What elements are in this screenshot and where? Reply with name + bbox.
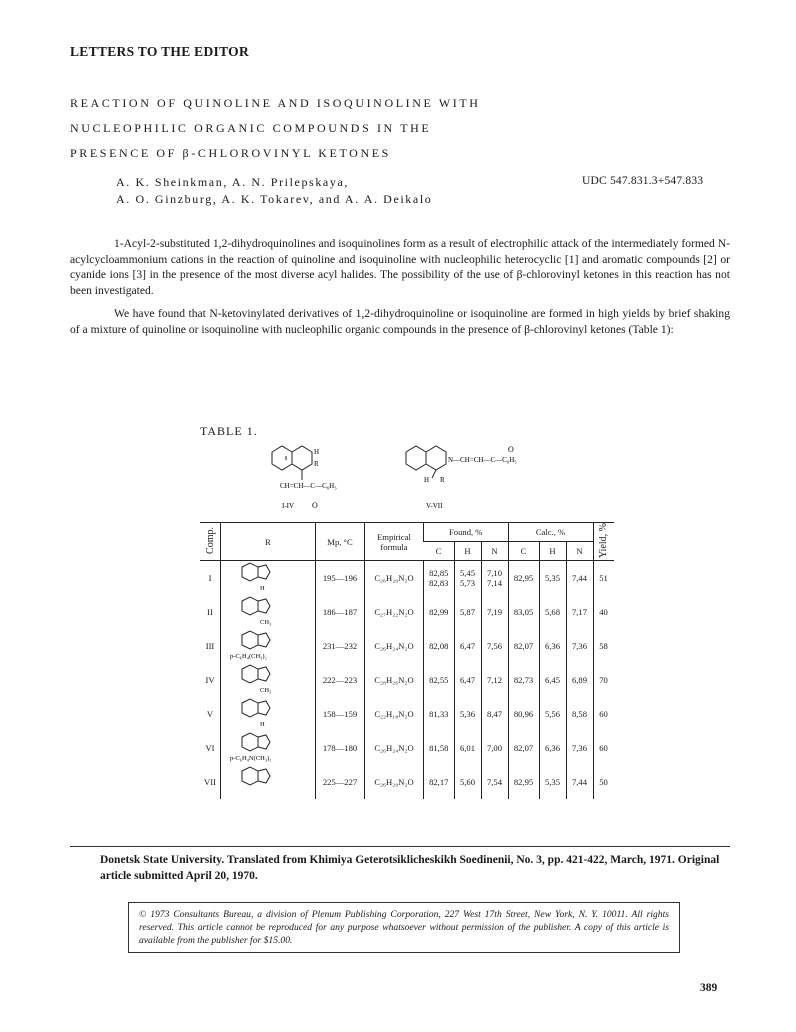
cell-formula: C₂₆H₂₀N₂O <box>365 765 424 799</box>
cell-calc-c: 80,96 <box>508 697 539 731</box>
substituent-structure-icon <box>228 561 308 593</box>
cell-mp: 231—232 <box>316 629 365 663</box>
cell-comp: I <box>208 573 212 583</box>
cell-calc-n: 7,44 <box>566 561 593 596</box>
cell-found-h: 6,47 <box>454 629 481 663</box>
header-comp: Comp. <box>200 523 221 561</box>
cell-mp: 222—223 <box>316 663 365 697</box>
header-yield: Yield, % <box>593 523 614 561</box>
cell-found-c: 82,55 <box>424 663 455 697</box>
header-calc: Calc., % <box>508 523 593 542</box>
structure-left-label: I-IV <box>282 502 295 510</box>
cell-calc-h: 6,45 <box>539 663 566 697</box>
cell-mp: 195—196 <box>316 561 365 596</box>
section-heading: LETTERS TO THE EDITOR <box>70 44 250 59</box>
cell-mp: 225—227 <box>316 765 365 799</box>
substituent-structure-icon <box>228 697 308 729</box>
cell-yield: 40 <box>593 595 614 629</box>
cell-calc-n: 6,89 <box>566 663 593 697</box>
structure-left-oxygen: O <box>312 501 318 510</box>
header-found-h: H <box>454 542 481 561</box>
structure-right-chain: N—CH=CH—C—C₆H₅ <box>448 456 517 464</box>
cell-found-h: 5,60 <box>454 765 481 799</box>
cell-comp: II <box>207 607 213 617</box>
udc-code: UDC 547.831.3+547.833 <box>582 175 704 187</box>
cell-calc-c: 82,07 <box>508 629 539 663</box>
cell-yield: 70 <box>593 663 614 697</box>
cell-mp: 158—159 <box>316 697 365 731</box>
structure-h-label: H <box>314 448 320 456</box>
table-row <box>200 629 614 663</box>
header-formula: Empirical formula <box>365 523 424 561</box>
copyright-notice: © 1973 Consultants Bureau, a division of Plenum Publishing Corporation, 227 West 17th Street, New York, N. Y. 10011. All rights reserved. This article cannot be reproduced for any purpose whatsoever without permission of the publisher. A copy of this article is available from the publisher for $15.00. <box>128 902 680 953</box>
cell-calc-n: 7,44 <box>566 765 593 799</box>
data-table <box>200 522 614 799</box>
structure-r-label: R <box>314 460 319 468</box>
cell-found-n: 7,12 <box>481 663 508 697</box>
header-found-c: C <box>424 542 455 561</box>
table-row <box>200 697 614 731</box>
header-calc-h: H <box>539 542 566 561</box>
cell-formula: C₂₇H₂₂N₂O <box>365 595 424 629</box>
cell-calc-h: 5,68 <box>539 595 566 629</box>
cell-found-c: 81,33 <box>424 697 455 731</box>
cell-comp: IV <box>205 675 215 685</box>
cell-comp: VII <box>204 777 216 787</box>
cell-formula: C₂₆H₂₄N₂O <box>365 731 424 765</box>
cell-found-c: 81,58 <box>424 731 455 765</box>
cell-comp: VI <box>205 743 215 753</box>
substituent-structure-icon <box>228 663 308 695</box>
cell-yield: 60 <box>593 731 614 765</box>
table-caption: TABLE 1. <box>200 424 258 438</box>
cell-formula: C₂₈H₂₆N₂O <box>365 663 424 697</box>
structure-right-label: V-VII <box>426 502 443 510</box>
cell-comp: III <box>205 641 215 651</box>
cell-found-n: 8,47 <box>481 697 508 731</box>
header-mp: Mp, °C <box>316 523 365 561</box>
cell-calc-h: 6,36 <box>539 731 566 765</box>
cell-yield: 51 <box>593 561 614 596</box>
table-row <box>200 765 614 799</box>
substituent-structure-icon <box>228 731 308 763</box>
article-title-line-2: NUCLEOPHILIC ORGANIC COMPOUNDS IN THE <box>70 121 432 135</box>
substituent-label: p-C₆H₄(CH₃)₂ <box>230 653 267 660</box>
cell-calc-c: 82,07 <box>508 731 539 765</box>
cell-calc-n: 7,17 <box>566 595 593 629</box>
cell-r-structure <box>221 697 316 731</box>
structure-left-chain: CH=CH—C—C₆H₅ <box>280 482 337 490</box>
cell-calc-c: 83,05 <box>508 595 539 629</box>
cell-mp: 186—187 <box>316 595 365 629</box>
table-row <box>200 663 614 697</box>
cell-found-h: 5,36 <box>454 697 481 731</box>
article-title-line-3: PRESENCE OF β-CHLOROVINYL KETONES <box>70 146 391 160</box>
paragraph-1: 1-Acyl-2-substituted 1,2-dihydroquinolines and isoquinolines form as a result of electrophilic attack of the intermediately formed N-acylcycloammonium cations in the reaction of quinoline and isoquinoline with nucleophilic heterocyclic [1] and aromatic compounds [2] or cyanide ions [3] in the presence of the most diverse acyl halides. The possibility of the use of β-chlorovinyl ketones in this reaction has not been investigated. <box>70 237 730 297</box>
cell-yield: 50 <box>593 765 614 799</box>
cell-found-c: 82,99 <box>424 595 455 629</box>
footnote-rule <box>70 846 730 847</box>
cell-mp: 178—180 <box>316 731 365 765</box>
substituent-sub-label: H <box>260 721 265 728</box>
cell-formula: C₂₆H₂₀N₂O <box>365 561 424 596</box>
cell-calc-c: 82,73 <box>508 663 539 697</box>
cell-found-c: 82,85 82,83 <box>424 561 455 596</box>
cell-found-n: 7,00 <box>481 731 508 765</box>
footnote: Donetsk State University. Translated from Khimiya Geterotsiklicheskikh Soedinenii, No. 3, pp. 421-422, March, 1971. Original article submitted April 20, 1970. <box>100 854 720 882</box>
cell-calc-h: 5,35 <box>539 561 566 596</box>
cell-found-n: 7,19 <box>481 595 508 629</box>
body-text <box>70 236 730 338</box>
cell-found-h: 6,01 <box>454 731 481 765</box>
substituent-label: p-C₆H₄N(CH₃)₂ <box>230 755 272 762</box>
structure-right-oxygen: O <box>508 445 514 454</box>
cell-r-structure <box>221 629 316 663</box>
authors-line-2: A. O. Ginzburg, A. K. Tokarev, and A. A. Deikalo <box>116 192 433 206</box>
cell-formula: C₂₂H₁₈N₂O <box>365 697 424 731</box>
structure-v-vii <box>406 446 446 478</box>
cell-found-c: 82,08 <box>424 629 455 663</box>
structure-i-iv <box>272 446 312 480</box>
cell-calc-n: 7,36 <box>566 629 593 663</box>
cell-calc-n: 8,58 <box>566 697 593 731</box>
substituent-structure-icon <box>228 629 308 661</box>
paragraph-2: We have found that N-ketovinylated derivatives of 1,2-dihydroquinoline or isoquinoline are formed in high yields by brief shaking of a mixture of quinoline or isoquinoline with nucleophilic organic compounds in the presence of β-chlorovinyl ketones (Table 1): <box>70 307 730 336</box>
cell-yield: 60 <box>593 697 614 731</box>
article-title-line-1: REACTION OF QUINOLINE AND ISOQUINOLINE WITH <box>70 96 481 110</box>
cell-found-h: 5,45 5,73 <box>454 561 481 596</box>
cell-r-structure <box>221 663 316 697</box>
authors-line-1: A. K. Sheinkman, A. N. Prilepskaya, <box>116 175 349 189</box>
cell-calc-c: 82,95 <box>508 765 539 799</box>
substituent-sub-label: H <box>260 585 265 592</box>
cell-calc-n: 7,36 <box>566 731 593 765</box>
cell-comp: V <box>206 709 214 719</box>
cell-yield: 58 <box>593 629 614 663</box>
cell-r-structure <box>221 765 316 799</box>
cell-found-h: 5,87 <box>454 595 481 629</box>
substituent-sub-label: CH₃ <box>260 619 272 626</box>
cell-found-n: 7,56 <box>481 629 508 663</box>
cell-calc-c: 82,95 <box>508 561 539 596</box>
cell-formula: C₂₆H₂₄N₂O <box>365 629 424 663</box>
cell-r-structure <box>221 561 316 596</box>
cell-found-c: 82,17 <box>424 765 455 799</box>
table-row <box>200 731 614 765</box>
header-found: Found, % <box>424 523 509 542</box>
structure-right-h: H <box>424 476 430 484</box>
substituent-structure-icon <box>228 765 308 797</box>
cell-r-structure <box>221 595 316 629</box>
substituent-structure-icon <box>228 595 308 627</box>
cell-found-n: 7,10 7,14 <box>481 561 508 596</box>
cell-found-h: 6,47 <box>454 663 481 697</box>
cell-r-structure <box>221 731 316 765</box>
cell-calc-h: 5,35 <box>539 765 566 799</box>
substituent-sub-label: CH₃ <box>260 687 272 694</box>
header-calc-n: N <box>566 542 593 561</box>
header-r: R <box>221 523 316 561</box>
page-number: 389 <box>700 982 718 994</box>
structure-right-r: R <box>440 476 445 484</box>
header-calc-c: C <box>508 542 539 561</box>
table-structures <box>250 440 590 516</box>
cell-calc-h: 6,36 <box>539 629 566 663</box>
table-row <box>200 595 614 629</box>
table-row <box>200 561 614 596</box>
cell-calc-h: 5,56 <box>539 697 566 731</box>
header-found-n: N <box>481 542 508 561</box>
cell-found-n: 7,54 <box>481 765 508 799</box>
